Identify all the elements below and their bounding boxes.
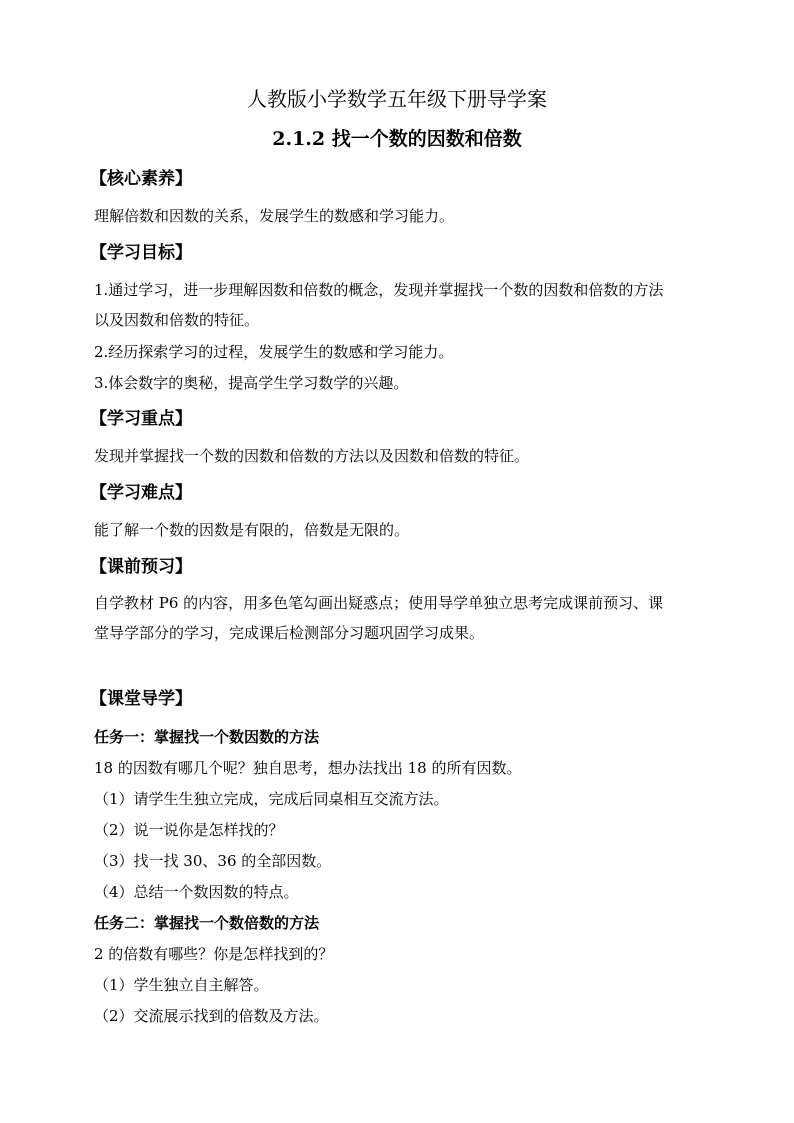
preview-text-line-2: 堂导学部分的学习，完成课后检测部分习题巩固学习成果。 [94,624,485,642]
document-title: 人教版小学数学五年级下册导学案 [247,87,547,111]
task-2-question: 2 的倍数有哪些？你是怎样找到的？ [94,945,334,963]
section-heading-guide: 【课堂导学】 [90,689,192,709]
section-heading-key-points: 【学习重点】 [90,409,192,429]
task-2-step-2: （2）交流展示找到的倍数及方法。 [94,1007,329,1025]
task-1-question: 18 的因数有哪几个呢？独自思考，想办法找出 18 的所有因数。 [94,759,522,777]
lesson-title: 2.1.2 找一个数的因数和倍数 [272,128,522,150]
section-heading-preview: 【课前预习】 [90,557,192,577]
goal-item-1-line-2: 以及因数和倍数的特征。 [94,311,260,329]
task-2-step-1: （1）学生独立自主解答。 [94,976,269,994]
task-1-step-4: （4）总结一个数因数的特点。 [94,883,299,901]
task-1-title: 任务一：掌握找一个数因数的方法 [94,728,320,746]
section-heading-core: 【核心素养】 [90,169,192,189]
key-points-text: 发现并掌握找一个数的因数和倍数的方法以及因数和倍数的特征。 [94,447,530,465]
goal-item-1-line-1: 1.通过学习，进一步理解因数和倍数的概念，发现并掌握找一个数的因数和倍数的方法 [94,281,664,299]
difficulties-text: 能了解一个数的因数是有限的，倍数是无限的。 [94,521,410,539]
section-heading-difficulties: 【学习难点】 [90,483,192,503]
preview-text-line-1: 自学教材 P6 的内容，用多色笔勾画出疑惑点；使用导学单独立思考完成课前预习、课 [94,594,664,612]
core-text: 理解倍数和因数的关系，发展学生的数感和学习能力。 [94,207,455,225]
section-heading-goals: 【学习目标】 [90,243,192,263]
task-1-step-3: （3）找一找 30、36 的全部因数。 [94,852,332,870]
task-1-step-1: （1）请学生生独立完成，完成后同桌相互交流方法。 [94,790,449,808]
task-2-title: 任务二：掌握找一个数倍数的方法 [94,914,320,932]
task-1-step-2: （2）说一说你是怎样找的？ [94,821,284,839]
goal-item-2: 2.经历探索学习的过程，发展学生的数感和学习能力。 [94,343,454,361]
goal-item-3: 3.体会数字的奥秘，提高学生学习数学的兴趣。 [94,374,409,392]
